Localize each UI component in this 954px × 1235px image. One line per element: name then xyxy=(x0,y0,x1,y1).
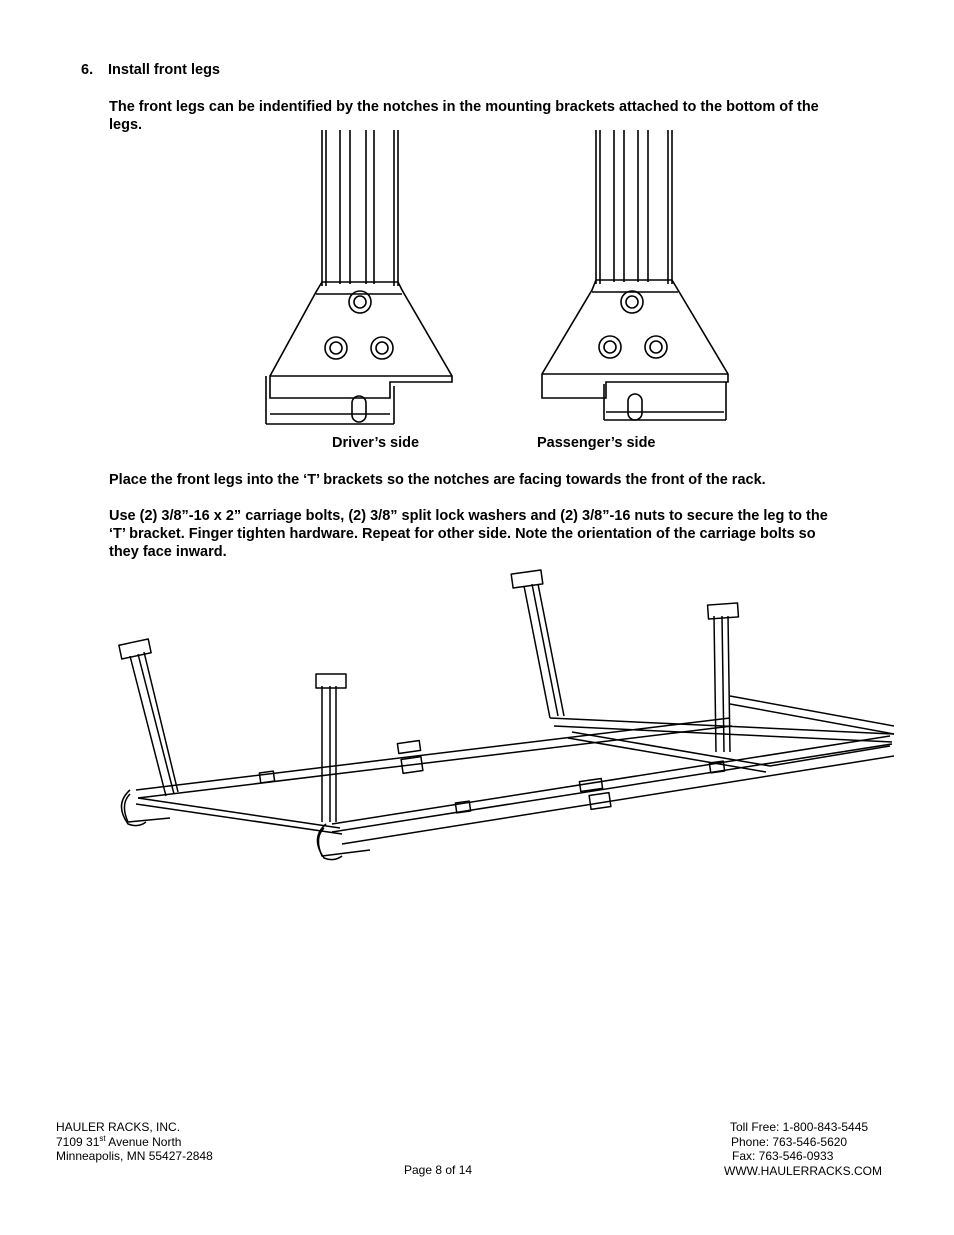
step-number: 6. xyxy=(81,62,94,78)
driver-side-caption: Driver’s side xyxy=(332,435,420,451)
city-state-zip: Minneapolis, MN 55427-2848 xyxy=(56,1149,213,1163)
page-number: Page 8 of 14 xyxy=(404,1163,473,1177)
step-title: Install front legs xyxy=(108,62,220,78)
rack-assembly-illustration xyxy=(110,566,900,866)
footer-address xyxy=(56,1120,213,1164)
driver-side-bracket-illustration xyxy=(262,130,458,430)
fax-number: Fax: 763-546-0933 xyxy=(732,1149,834,1163)
place-paragraph: Place the front legs into the ‘T’ brackets so the notches are facing towards the front of the rack. xyxy=(109,472,766,488)
bolt-icon xyxy=(599,291,667,358)
bolt-icon xyxy=(325,291,393,359)
identify-paragraph xyxy=(109,98,909,134)
hardware-line-2: ‘T’ bracket. Finger tighten hardware. Repeat for other side. Note the orientation of the carriage bolts so xyxy=(109,526,816,542)
passenger-side-bracket-illustration xyxy=(538,130,734,430)
website-link[interactable]: WWW.HAULERRACKS.COM xyxy=(724,1163,883,1178)
hardware-line-1: Use (2) 3/8”-16 x 2” carriage bolts, (2) 3/8” split lock washers and (2) 3/8”-16 nuts to secure the leg to the xyxy=(109,508,828,524)
hardware-line-3: they face inward. xyxy=(109,544,227,560)
identify-line-1: The front legs can be indentified by the notches in the mounting brackets attached to the bottom of the xyxy=(109,99,819,115)
phone-number: Phone: 763-546-5620 xyxy=(731,1134,848,1149)
footer-contact xyxy=(724,1120,882,1178)
passenger-side-caption: Passenger’s side xyxy=(537,435,656,451)
toll-free-number: Toll Free: 1-800-843-5445 xyxy=(730,1120,869,1134)
street-address: 7109 31st Avenue North xyxy=(56,1133,182,1149)
hardware-paragraph xyxy=(109,507,909,561)
company-name: HAULER RACKS, INC. xyxy=(56,1120,181,1134)
identify-line-2: legs. xyxy=(109,117,143,133)
step-heading xyxy=(81,62,220,78)
